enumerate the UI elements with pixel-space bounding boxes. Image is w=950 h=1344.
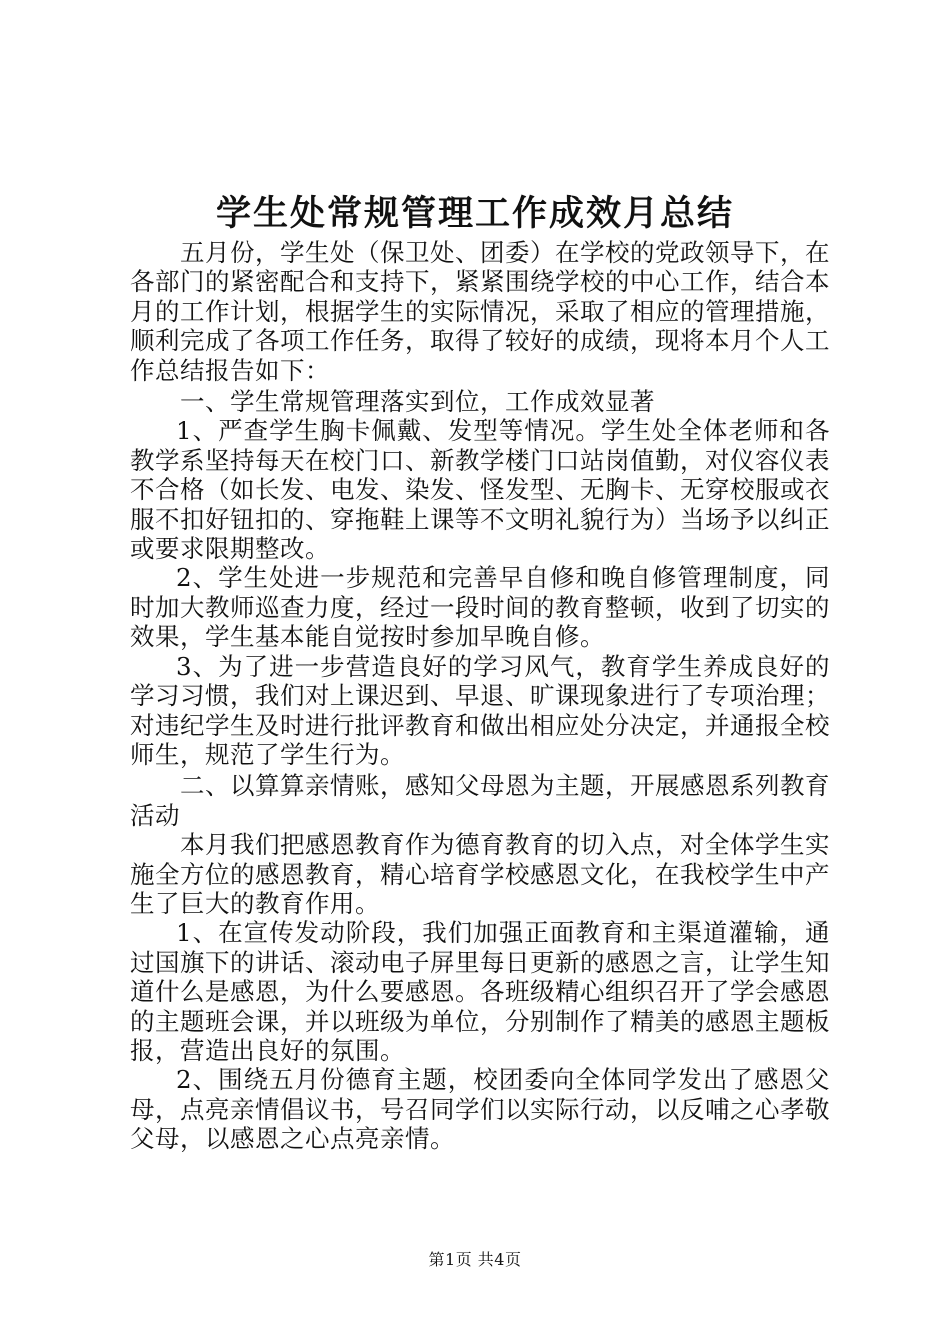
section-2-item-2: 2、围绕五月份德育主题，校团委向全体同学发出了感恩父母，点亮亲情倡议书，号召同学们以实际行动，以反哺之心孝敬父母，以感恩之心点亮亲情。: [130, 1065, 830, 1154]
section-2-intro: 本月我们把感恩教育作为德育教育的切入点，对全体学生实施全方位的感恩教育，精心培育学校感恩文化，在我校学生中产生了巨大的教育作用。: [130, 830, 830, 918]
section-1-item-2: 2、学生处进一步规范和完善早自修和晚自修管理制度，同时加大教师巡查力度，经过一段时间的教育整顿，收到了切实的效果，学生基本能自觉按时参加早晚自修。: [130, 563, 830, 652]
section-heading-1: 一、学生常规管理落实到位，工作成效显著: [180, 387, 655, 417]
section-1-item-3: 3、为了进一步营造良好的学习风气，教育学生养成良好的学习习惯，我们对上课迟到、早退、旷课现象进行了专项治理；对违纪学生及时进行批评教育和做出相应处分决定，并通报全校师生，规范了学生行为。: [130, 651, 830, 769]
page-number-footer: 第1页 共4页: [428, 1250, 522, 1269]
section-1-item-1: 1、严查学生胸卡佩戴、发型等情况。学生处全体老师和各教学系坚持每天在校门口、新教学楼门口站岗值勤，对仪容仪表不合格（如长发、电发、染发、怪发型、无胸卡、无穿校服或衣服不扣好钮扣的、穿拖鞋上课等不文明礼貌行为）当场予以纠正或要求限期整改。: [130, 416, 830, 564]
intro-paragraph: 五月份，学生处（保卫处、团委）在学校的党政领导下，在各部门的紧密配合和支持下，紧紧围绕学校的中心工作，结合本月的工作计划，根据学生的实际情况，采取了相应的管理措施，顺利完成了各项工作任务，取得了较好的成绩，现将本月个人工作总结报告如下：: [130, 238, 830, 385]
document-title: 学生处常规管理工作成效月总结: [215, 194, 734, 234]
document-body: [130, 238, 830, 1154]
section-2-item-1: 1、在宣传发动阶段，我们加强正面教育和主渠道灌输，通过国旗下的讲话、滚动电子屏里每日更新的感恩之言，让学生知道什么是感恩，为什么要感恩。各班级精心组织召开了学会感恩的主题班会课，并以班级为单位，分别制作了精美的感恩主题板报，营造出良好的氛围。: [130, 918, 830, 1065]
section-heading-2: 二、以算算亲情账，感知父母恩为主题，开展感恩系列教育活动: [130, 771, 830, 830]
